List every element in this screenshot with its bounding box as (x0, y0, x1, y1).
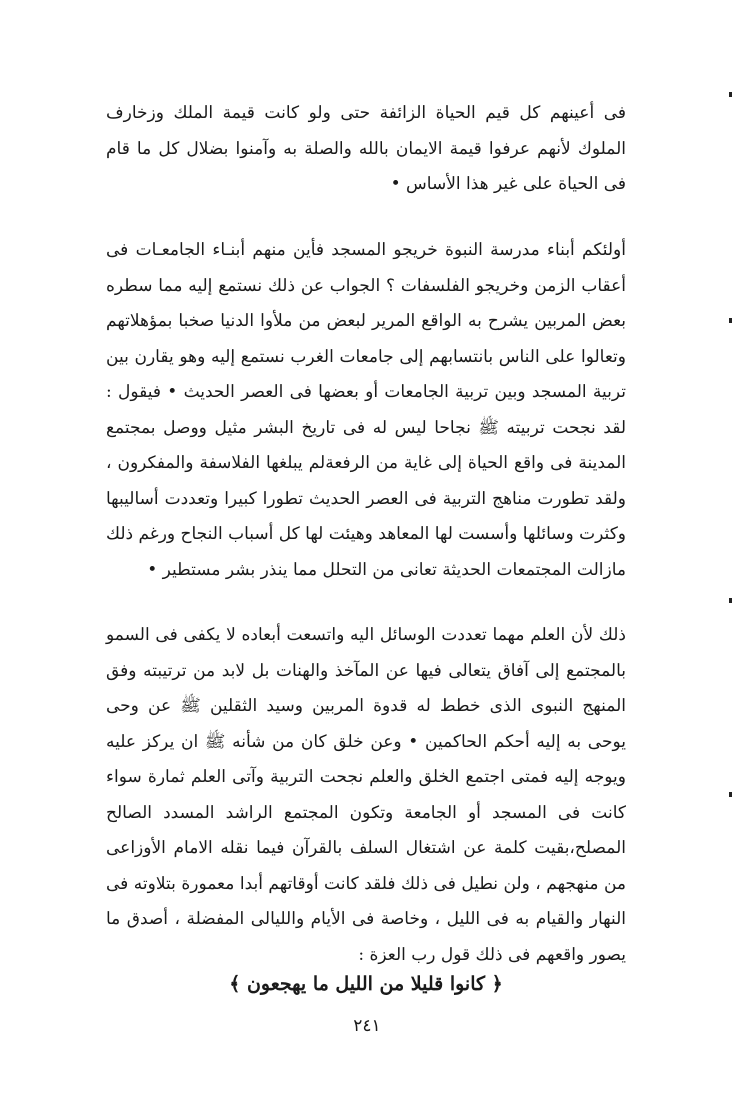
paragraph-2: أولئكم أبناء مدرسة النبوة خريجو المسجد فأين منهم أبنـاء الجامعـات فى أعقاب الزمن وخريجو الفلسفات ؟ الجواب عن ذلك نستمع إليه مما سطره بعض المربين يشرح به الواقع المرير لبعض من ملأوا الدنيا صخبا بمؤهلاتهم وتعالوا على الناس بانتسابهم إلى جامعات الغرب نستمع إليه وهو يقارن بين تربية المسجد وبين تربية الجامعات أو بعضها فى العصر الحديث • فيقول : لقد نجحت تربيته ﷺ نجاحا ليس له فى تاريخ البشر مثيل ووصل بمجتمع المدينة فى واقع الحياة إلى غاية من الرفعةلم يبلغها الفلاسفة والمفكرون ، ولقد تطورت مناهج التربية فى العصر الحديث تطورا كبيرا وتعددت أساليبها وكثرت وسائلها وأسست لها المعاهد وهيئت لها كل أسباب النجاح ورغم ذلك مازالت المجتمعات الحديثة تعانى من التحلل مما ينذر بشر مستطير • (106, 240, 626, 580)
page-number: ٢٤١ (353, 1016, 381, 1036)
margin-mark (729, 92, 732, 97)
quran-verse: ﴿ كانوا قليلا من الليل ما يهجعون ﴾ (229, 973, 503, 995)
margin-mark (729, 318, 732, 323)
paragraph-3: ذلك لأن العلم مهما تعددت الوسائل اليه واتسعت أبعاده لا يكفى فى السمو بالمجتمع إلى آفاق يتعالى فيها عن المآخذ والهنات بل لابد من ترتيبته وفق المنهج النبوى الذى خطط له قدوة المربين وسيد الثقلين ﷺ عن وحى يوحى به إليه أحكم الحاكمين • وعن خلق كان من شأنه ﷺ ان يركز عليه ويوجه إليه فمتى اجتمع الخلق والعلم نجحت التربية وآتى العلم ثمارة سواء كانت فى المسجد أو الجامعة وتكون المجتمع الراشد المسدد الصالح المصلح،بقيت كلمة عن اشتغال السلف بالقرآن فيما نقله الامام الأوزاعى من منهجهم ، ولن نطيل فى ذلك فلقد كانت أوقاتهم أبدا معمورة بتلاوته فى النهار والقيام به فى الليل ، وخاصة فى الأيام والليالى المفضلة ، أصدق ما يصور واقعهم فى ذلك قول رب العزة : (106, 625, 626, 965)
paragraph-1: فى أعينهم كل قيم الحياة الزائفة حتى ولو كانت قيمة الملك وزخارف الملوك لأنهم عرفوا قيمة الايمان بالله والصلة به وآمنوا بضلال كل ما قام فى الحياة على غير هذا الأساس • (106, 103, 626, 194)
margin-mark (729, 792, 732, 797)
margin-mark (729, 598, 732, 603)
